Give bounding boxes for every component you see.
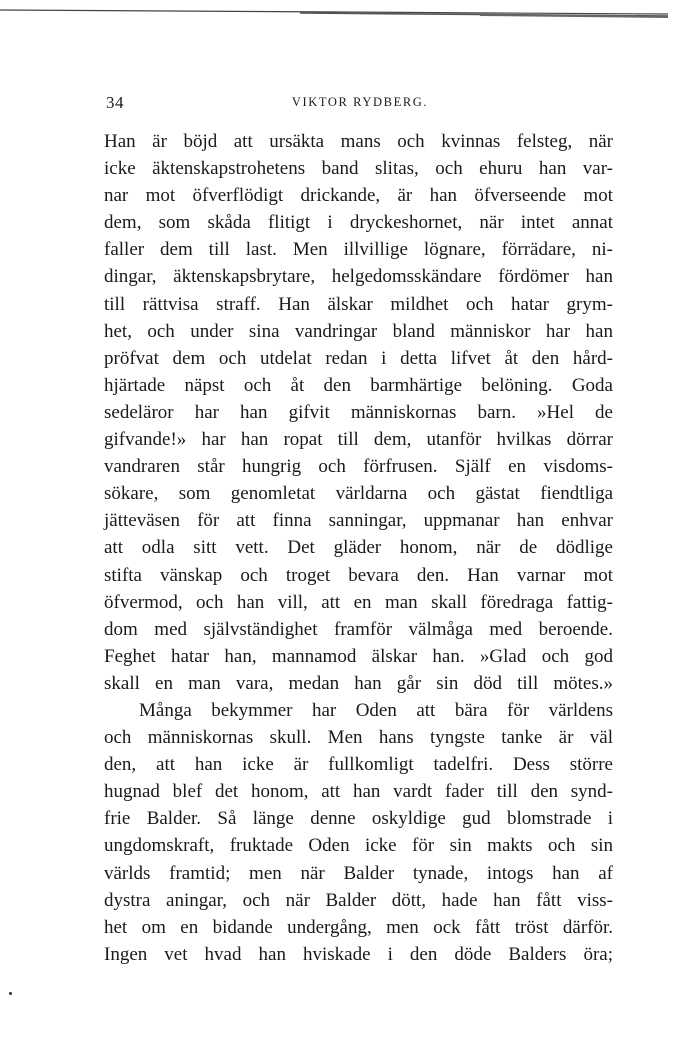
text-line: hugnad blef det honom, att han vardt fader till den synd-: [104, 781, 613, 803]
text-line: Han är böjd att ursäkta mans och kvinnas felsteg, när: [104, 131, 613, 152]
text-line: dom med självständighet framför välmåga med beroende.: [104, 618, 613, 640]
text-line: Ingen vet hvad han hviskade i den döde Balders öra;: [104, 943, 613, 965]
page-number: 34: [106, 93, 124, 112]
text-line: icke äktenskapstrohetens band slitas, och ehuru han var-: [104, 158, 613, 180]
text-line: Feghet hatar han, mannamod älskar han. »Glad och god: [104, 645, 613, 667]
text-line: faller dem till last. Men illvillige lögnare, förrädare, ni-: [104, 239, 613, 261]
text-line: hjärtade näpst och åt den barmhärtige belöning. Goda: [104, 374, 613, 396]
running-head-title: VIKTOR RYDBERG.: [291, 95, 429, 109]
text-line: Många bekymmer har Oden att bära för världens: [139, 699, 613, 721]
text-line: frie Balder. Så länge denne oskyldige gud blomstrade i: [104, 808, 613, 830]
top-edge-rule: [0, 7, 668, 19]
text-line: ungdomskraft, fruktade Oden icke för sin makts och sin: [104, 835, 613, 857]
text-line: öfvermod, och han vill, att en man skall föredraga fattig-: [104, 591, 613, 613]
text-line: vandraren står hungrig och förfrusen. Själf en visdoms-: [104, 456, 613, 478]
running-head: [106, 93, 614, 115]
text-line: nar mot öfverflödigt drickande, är han öfverseende mot: [104, 185, 613, 207]
text-line: att odla sitt vett. Det gläder honom, när de dödlige: [104, 537, 613, 559]
text-line: och människornas skull. Men hans tyngste tanke är väl: [104, 727, 613, 749]
text-line: sökare, som genomletat världarna och gästat fiendtliga: [104, 483, 613, 505]
scan-speck: [9, 992, 12, 995]
text-line: het, och under sina vandringar bland människor har han: [104, 320, 613, 342]
body-text: [104, 128, 613, 968]
text-line: jätteväsen för att finna sanningar, uppmanar han enhvar: [104, 510, 613, 532]
text-line: gifvande!» har han ropat till dem, utanför hvilkas dörrar: [104, 429, 613, 451]
text-line: het om en bidande undergång, men ock fått tröst därför.: [104, 916, 613, 938]
text-line: till rättvisa straff. Han älskar mildhet och hatar grym-: [104, 293, 613, 315]
text-line: dingar, äktenskapsbrytare, helgedomsskändare fördömer han: [104, 266, 613, 288]
text-line: dem, som skåda flitigt i dryckeshornet, när intet annat: [104, 212, 613, 234]
text-line: världs framtid; men när Balder tynade, intogs han af: [104, 862, 613, 884]
text-line: den, att han icke är fullkomligt tadelfri. Dess större: [104, 754, 613, 776]
text-line: dystra aningar, och när Balder dött, hade han fått viss-: [104, 889, 613, 911]
text-line: sedeläror har han gifvit människornas barn. »Hel de: [104, 401, 613, 423]
text-line: pröfvat dem och utdelat redan i detta lifvet åt den hård-: [104, 347, 613, 369]
text-line: skall en man vara, medan han går sin död till mötes.»: [104, 672, 613, 694]
text-line: stifta vänskap och troget bevara den. Han varnar mot: [104, 564, 613, 586]
